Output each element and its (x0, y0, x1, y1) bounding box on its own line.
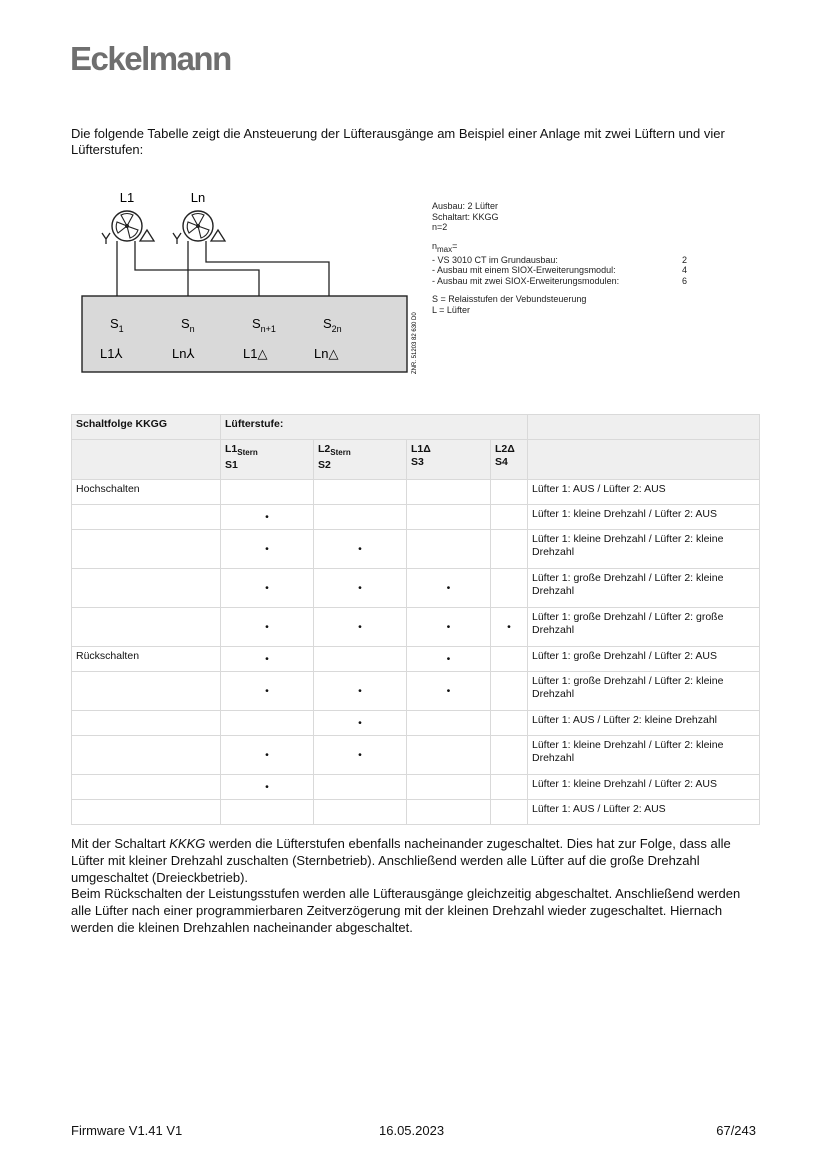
explanation-text (71, 836, 761, 937)
legend-line: Ausbau: 2 Lüfter (432, 201, 499, 211)
output-ln-star: Ln (172, 346, 187, 361)
star-icon: ⅄ (186, 346, 195, 361)
table-row: • Lüfter 1: kleine Drehzahl / Lüfter 2: AUS (72, 505, 760, 530)
output-ln-delta: Ln (314, 346, 329, 361)
svg-text:L1⅄ (100, 346, 122, 361)
table-row: • • Lüfter 1: kleine Drehzahl / Lüfter 2: kleine Drehzahl (72, 736, 760, 775)
table-row: • • • Lüfter 1: große Drehzahl / Lüfter 2: kleine Drehzahl (72, 569, 760, 608)
svg-text:L1△ (243, 346, 267, 361)
delta-icon: △ (257, 346, 268, 361)
fan1-icon (102, 211, 154, 244)
relay-s1-sub: 1 (118, 324, 124, 334)
table-row: Lüfter 1: AUS / Lüfter 2: AUS (72, 800, 760, 825)
relay-sn-sub: n (189, 324, 195, 334)
company-logo: Eckelmann (70, 40, 231, 77)
output-l1-delta: L1 (243, 346, 258, 361)
paragraph: Beim Rückschalten der Leistungsstufen werden alle Lüfterausgänge gleichzeitig abgeschaltet. Anschließend werden alle Lüfter nach einer programmierbaren Zeitverzögerung mit der kleinen Drehzahl wieder zugeschaltet. Hiernach werden die kleinen Drehzahlen nacheinander abgeschaltet. (71, 886, 741, 935)
relay-s2n-sub: 2n (331, 324, 342, 334)
col-header-s3: L1Δ S3 (407, 440, 491, 480)
delta-icon: △ (328, 346, 339, 361)
page-number: 67/243 (716, 1123, 756, 1138)
legend-s-def: S = Relaisstufen der Vebundsteuerung (432, 294, 587, 305)
intro-paragraph: Die folgende Tabelle zeigt die Ansteuerung der Lüfterausgänge am Beispiel einer Anlage mit zwei Lüftern und vier Lüfterstufen: (71, 126, 725, 157)
table-header-sequence: Schaltfolge KKGG (72, 415, 221, 440)
table-row: Hochschalten Lüfter 1: AUS / Lüfter 2: AUS (72, 480, 760, 505)
firmware-version: Firmware V1.41 V1 (71, 1123, 183, 1138)
footer-date: 16.05.2023 (379, 1123, 445, 1138)
table-row: • • • Lüfter 1: große Drehzahl / Lüfter 2: kleine Drehzahl (72, 672, 760, 711)
paragraph: Mit der Schaltart KKKG werden die Lüfterstufen ebenfalls nacheinander zugeschaltet. Dies hat zur Folge, dass alle Lüfter mit kleiner Drehzahl zuschalten (Sternbetrieb). Anschließend werden alle Lüfter auf die große Drehzahl umgeschaltet (Dreieckbetrieb). (71, 836, 731, 885)
col-header-s1: $L1_{Stern}$ S1 (221, 440, 314, 480)
col-header-s4: L2Δ S4 (491, 440, 528, 480)
legend-row: - Ausbau mit einem SIOX-Erweiterungsmodul: 4 (432, 265, 688, 276)
table-header-stage: Lüfterstufe: (221, 415, 528, 440)
table-row: • Lüfter 1: AUS / Lüfter 2: kleine Drehzahl (72, 711, 760, 736)
relay-s1: S (110, 316, 119, 331)
star-icon: ⅄ (114, 346, 123, 361)
table-row: • • • • Lüfter 1: große Drehzahl / Lüfter 2: große Drehzahl (72, 608, 760, 647)
wiring-diagram (80, 186, 420, 376)
output-l1-star: L1 (100, 346, 115, 361)
table-row: • • Lüfter 1: kleine Drehzahl / Lüfter 2: kleine Drehzahl (72, 530, 760, 569)
page-footer (71, 1123, 756, 1138)
legend-line: Schaltart: KKGG (432, 211, 499, 222)
wires (117, 241, 329, 298)
table-row: Rückschalten • • Lüfter 1: große Drehzahl / Lüfter 2: AUS (72, 647, 760, 672)
switching-table (71, 414, 760, 825)
relay-sn1: S (252, 316, 261, 331)
col-header-s2: $L2_{Stern}$ S2 (314, 440, 407, 480)
fan2-icon (173, 211, 225, 244)
relay-sn1-sub: n+1 (260, 324, 276, 334)
table-row: • Lüfter 1: kleine Drehzahl / Lüfter 2: AUS (72, 775, 760, 800)
svg-text:Ln△ (314, 346, 338, 361)
relay-s2n: S (323, 316, 332, 331)
legend-row: - Ausbau mit zwei SIOX-Erweiterungsmodulen: 6 (432, 275, 688, 286)
relay-sn: S (181, 316, 190, 331)
legend-nmax: $n_{max}=$ (432, 240, 458, 254)
legend-row: - VS 3010 CT im Grundausbau: 2 (432, 254, 688, 265)
fan2-label: Ln (190, 190, 206, 205)
doc-code: ZNR. 51203 82 630 D0 (412, 312, 418, 374)
svg-text:Ln⅄ (172, 346, 194, 361)
legend-line: n=2 (432, 222, 448, 232)
fan1-label: L1 (119, 190, 135, 205)
legend-l-def: L = Lüfter (432, 304, 470, 315)
diagram-legend (432, 201, 702, 315)
